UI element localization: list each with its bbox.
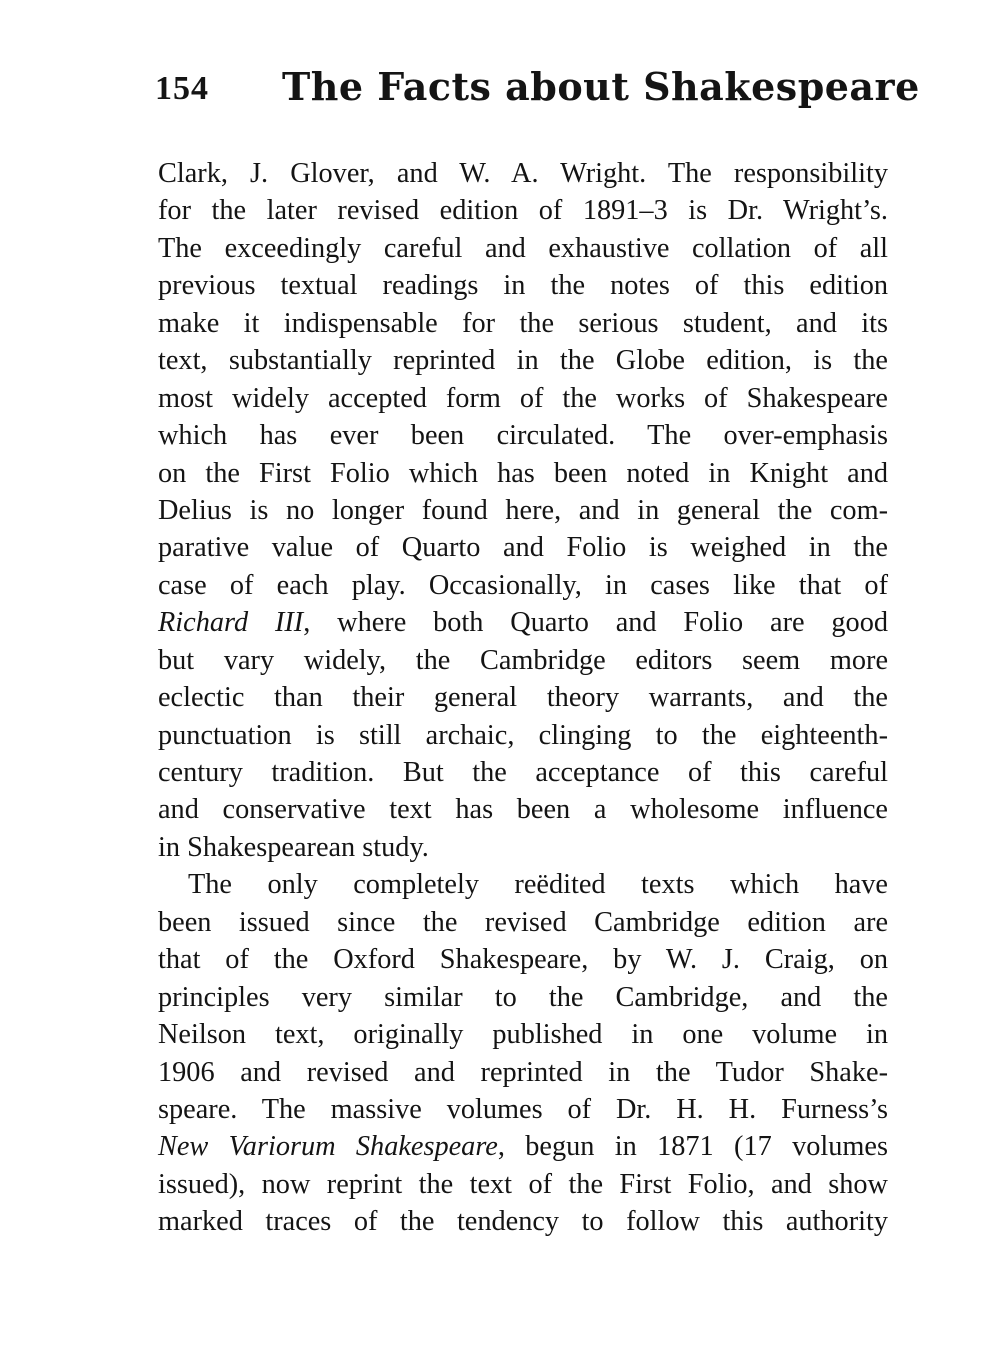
text-line: been issued since the revised Cambridge edition are (158, 906, 888, 938)
text-line: speare. The massive volumes of Dr. H. H. Furness’s (158, 1093, 888, 1125)
text-line: text, substantially reprinted in the Globe edition, is the (158, 345, 888, 377)
running-head (155, 62, 920, 122)
text-line: and conservative text has been a wholesome influence (158, 794, 888, 826)
paragraph-1 (158, 155, 888, 866)
text-line (158, 604, 888, 641)
text-line-rest: , where both Quarto and Folio are good (303, 607, 888, 639)
text-line: issued), now reprint the text of the First Folio, and show (158, 1168, 888, 1200)
italic-title-new-variorum: New Variorum Shakespeare (158, 1131, 498, 1163)
text-line: 1906 and revised and reprinted in the Tudor Shake- (158, 1056, 888, 1088)
text-line: which has ever been circulated. The over-emphasis (158, 420, 888, 452)
body-text (158, 155, 888, 1241)
text-line (158, 1128, 888, 1165)
text-line-rest: , begun in 1871 (17 volumes (497, 1131, 888, 1163)
text-line: Neilson text, originally published in one volume in (158, 1019, 888, 1051)
text-line: principles very similar to the Cambridge, and the (158, 981, 888, 1013)
text-line: century tradition. But the acceptance of this careful (158, 757, 888, 788)
text-line: most widely accepted form of the works of Shakespeare (158, 382, 888, 414)
italic-title-richard-iii: Richard III (158, 607, 304, 639)
page-number: 154 (155, 70, 209, 107)
paragraph-2 (158, 866, 888, 1240)
text-line: parative value of Quarto and Folio is weighed in the (158, 532, 888, 564)
text-line: eclectic than their general theory warrants, and the (158, 682, 888, 714)
text-line: in Shakespearean study. (158, 831, 429, 863)
text-line: marked traces of the tendency to follow this authority (158, 1206, 888, 1238)
text-line: Clark, J. Glover, and W. A. Wright. The responsibility (158, 158, 888, 189)
text-line: on the First Folio which has been noted in Knight and (158, 457, 888, 489)
running-title: The Facts about Shakespeare (282, 64, 920, 109)
text-line: punctuation is still archaic, clinging to the eighteenth- (158, 719, 888, 751)
text-line: that of the Oxford Shakespeare, by W. J. Craig, on (158, 944, 888, 976)
text-line: for the later revised edition of 1891–3 is Dr. Wright’s. (158, 195, 888, 227)
text-line: make it indispensable for the serious student, and its (158, 307, 888, 339)
text-line: previous textual readings in the notes of this edition (158, 270, 888, 302)
text-line: but vary widely, the Cambridge editors seem more (158, 644, 888, 676)
text-line: The exceedingly careful and exhaustive collation of all (158, 232, 888, 264)
text-line: case of each play. Occasionally, in cases like that of (158, 569, 888, 601)
text-line: The only completely reëdited texts which have (188, 869, 888, 901)
text-line: Delius is no longer found here, and in general the com- (158, 494, 888, 526)
